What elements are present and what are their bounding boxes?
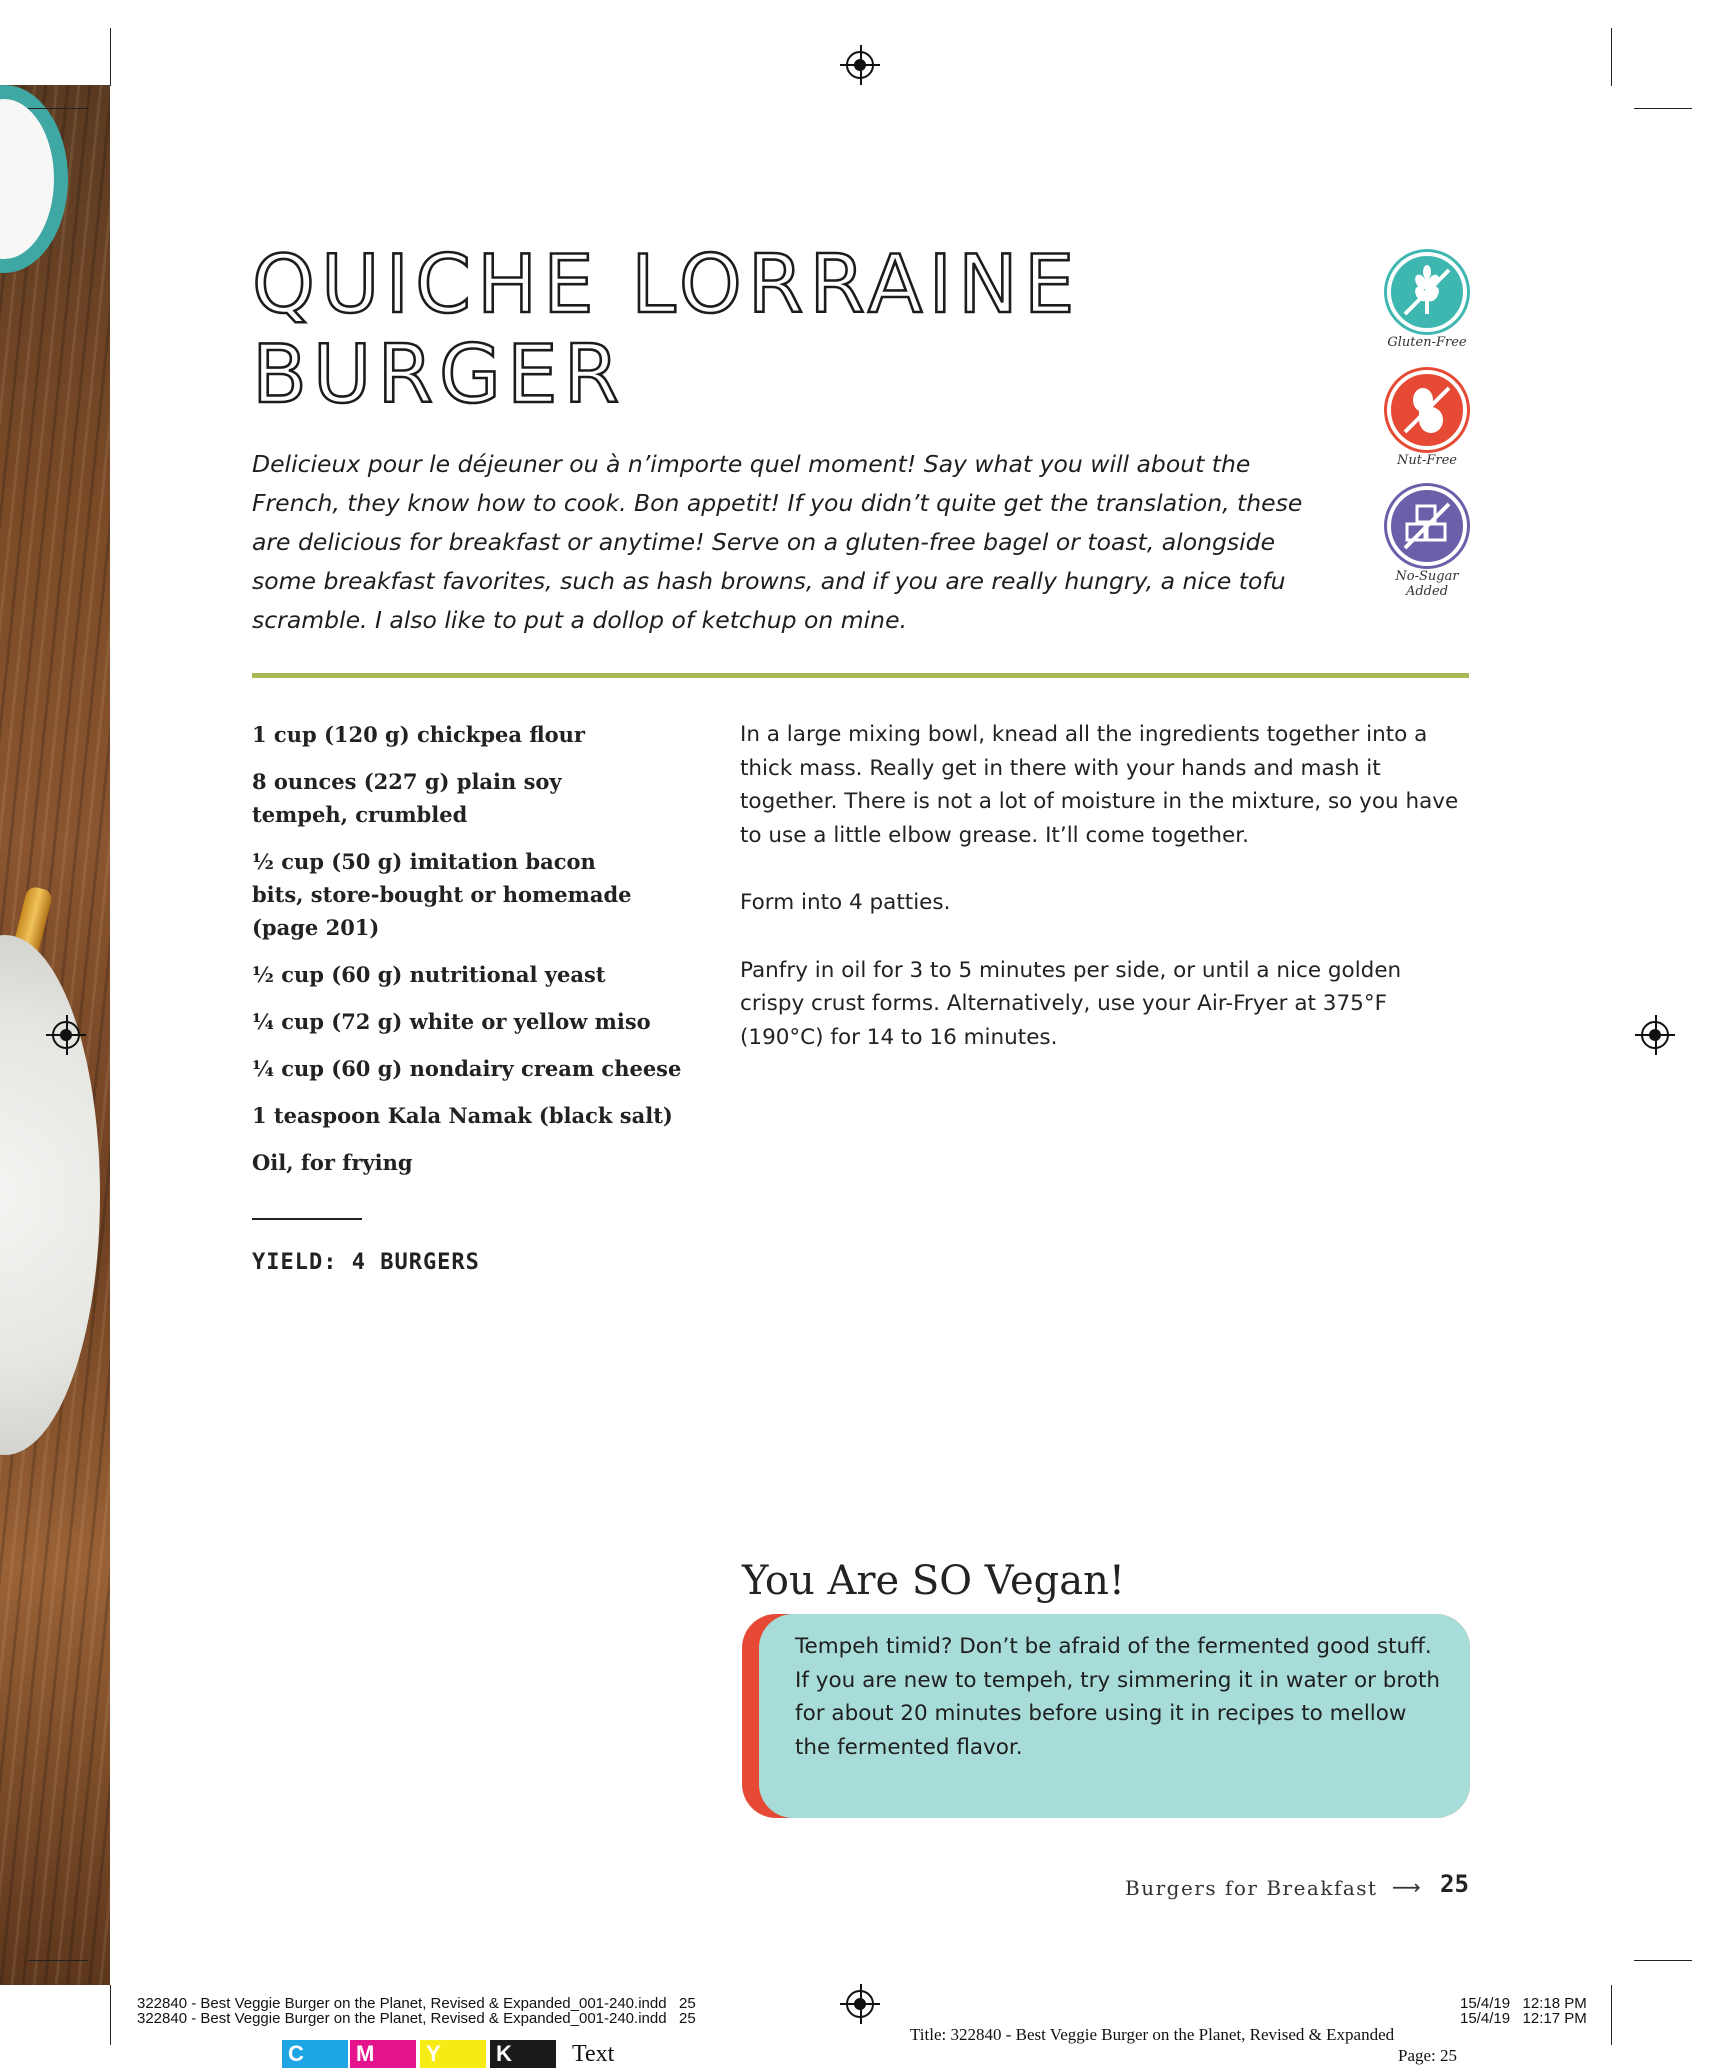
direction-step: In a large mixing bowl, knead all the ingredients together into a thick mass. Really get in there with your hands and mash it together. There is not a lot of moisture in the mixture, so you have to use a little elbow grease. It’ll come together. bbox=[740, 722, 1459, 848]
crop-mark bbox=[110, 28, 111, 86]
arrow-right-icon: ⟶ bbox=[1392, 1875, 1421, 1899]
directions bbox=[740, 718, 1470, 1088]
page-number: 25 bbox=[1440, 1870, 1469, 1898]
recipe-title-line-2: BURGER bbox=[252, 328, 626, 421]
peanut-crossed-icon bbox=[1387, 370, 1467, 450]
slug-timestamp: 15/4/19 12:18 PM bbox=[1460, 1995, 1587, 2012]
yield-rule bbox=[252, 1218, 362, 1220]
wheat-crossed-icon bbox=[1387, 252, 1467, 332]
crop-mark bbox=[28, 1960, 88, 1961]
badge-label: No-Sugar Added bbox=[1395, 569, 1459, 599]
ingredient-item: 8 ounces (227 g) plain soy tempeh, crumbled bbox=[252, 769, 562, 827]
sidebar-text: Tempeh timid? Don’t be afraid of the fermented good stuff. If you are new to tempeh, try simmering it in water or broth for about 20 minutes before using it in recipes to mellow the fermented flavor. bbox=[795, 1634, 1440, 1760]
section-divider bbox=[252, 673, 1469, 678]
badge-label: Nut-Free bbox=[1397, 453, 1457, 468]
cmyk-swatch-cyan: C bbox=[282, 2040, 348, 2068]
registration-mark-icon bbox=[52, 1021, 80, 1049]
sugar-cubes-crossed-icon bbox=[1387, 486, 1467, 566]
crop-mark bbox=[1634, 1960, 1692, 1961]
crop-mark bbox=[110, 1985, 111, 2045]
crop-mark bbox=[1634, 108, 1692, 109]
cmyk-swatch-magenta: M bbox=[350, 2040, 416, 2068]
ingredient-item: 1 cup (120 g) chickpea flour bbox=[252, 722, 585, 747]
badge-label: Gluten-Free bbox=[1387, 335, 1467, 350]
bowl-photo-detail bbox=[0, 85, 68, 273]
nut-free-badge bbox=[1385, 370, 1469, 468]
ingredient-item: ½ cup (60 g) nutritional yeast bbox=[252, 962, 606, 987]
gluten-free-badge bbox=[1385, 252, 1469, 350]
recipe-title bbox=[252, 240, 1152, 420]
registration-mark-icon bbox=[846, 51, 874, 79]
ingredient-item: ½ cup (50 g) imitation bacon bits, store-bought or homemade (page 201) bbox=[252, 849, 632, 940]
cmyk-swatch-black: K bbox=[490, 2040, 556, 2068]
slug-file-line: 322840 - Best Veggie Burger on the Planet, Revised & Expanded_001-240.indd 25 bbox=[137, 2010, 696, 2027]
recipe-intro: Delicieux pour le déjeuner ou à n’importe quel moment! Say what you will about the French, they know how to cook. Bon appetit! If you didn’t quite get the translation, these are delicious for breakfast or anytime! Serve on a gluten-free bagel or toast, alongside some breakfast favorites, such as hash browns, and if you are really hungry, a nice tofu scramble. I also like to put a dollop of ketchup on mine. bbox=[252, 450, 1303, 634]
registration-mark-icon bbox=[846, 1990, 874, 2018]
sidebar-heading: You Are SO Vegan! bbox=[742, 1558, 1125, 1604]
sidebar-box bbox=[759, 1614, 1470, 1818]
ingredients-list bbox=[252, 718, 692, 1193]
slug-title-info: Title: 322840 - Best Veggie Burger on the Planet, Revised & Expanded bbox=[910, 2025, 1395, 2044]
ingredient-item: ¼ cup (60 g) nondairy cream cheese bbox=[252, 1056, 682, 1081]
cmyk-swatch-yellow: Y bbox=[420, 2040, 486, 2068]
ingredient-item: ¼ cup (72 g) white or yellow miso bbox=[252, 1009, 651, 1034]
crop-mark bbox=[28, 108, 88, 109]
ingredient-item: 1 teaspoon Kala Namak (black salt) bbox=[252, 1103, 673, 1128]
running-footer: Burgers for Breakfast bbox=[1125, 1876, 1378, 1900]
no-sugar-added-badge bbox=[1385, 486, 1469, 599]
recipe-yield: YIELD: 4 BURGERS bbox=[252, 1250, 480, 1275]
crop-mark bbox=[1611, 1985, 1612, 2045]
plate-photo-detail bbox=[0, 935, 100, 1455]
cmyk-label: Text bbox=[572, 2041, 615, 2067]
slug-timestamp: 15/4/19 12:17 PM bbox=[1460, 2010, 1587, 2027]
slug-file-line: 322840 - Best Veggie Burger on the Planet, Revised & Expanded_001-240.indd 25 bbox=[137, 1995, 696, 2012]
direction-step: Form into 4 patties. bbox=[740, 890, 951, 915]
ingredient-item: Oil, for frying bbox=[252, 1150, 413, 1175]
direction-step: Panfry in oil for 3 to 5 minutes per side, or until a nice golden crispy crust forms. Alternatively, use your Air-Fryer at 375°F (190°C) for 14 to 16 minutes. bbox=[740, 957, 1402, 1050]
slug-page-info: Page: 25 bbox=[1398, 2046, 1458, 2065]
recipe-title-line-1: QUICHE LORRAINE bbox=[252, 238, 1081, 331]
crop-mark bbox=[1611, 28, 1612, 86]
registration-mark-icon bbox=[1641, 1021, 1669, 1049]
